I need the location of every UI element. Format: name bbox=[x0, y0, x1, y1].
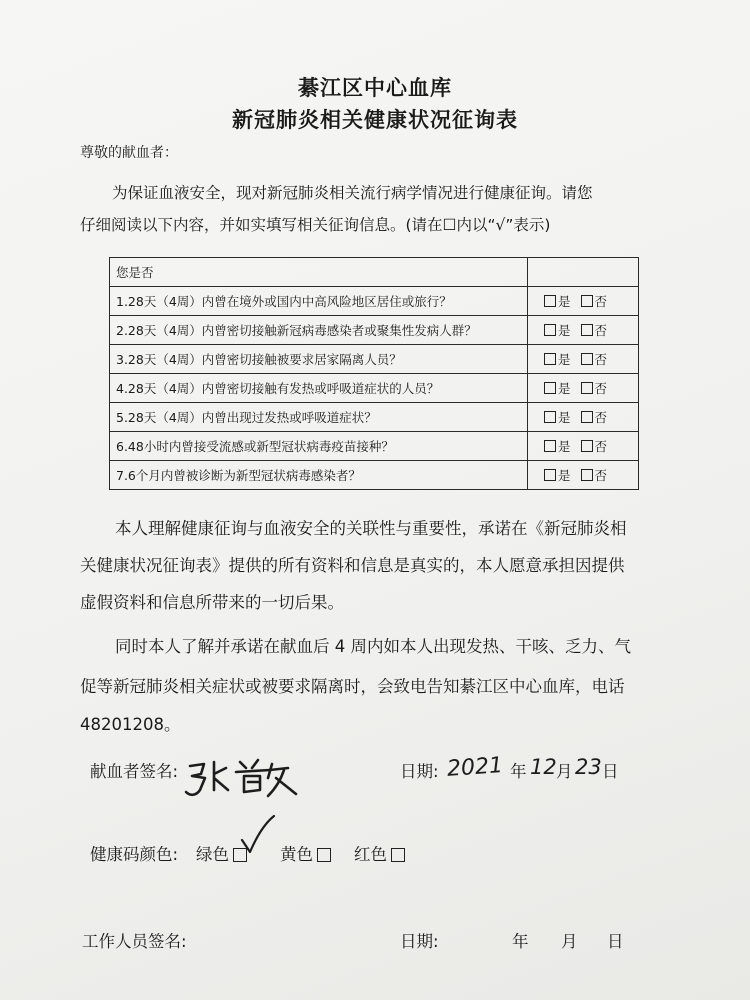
staff-signature-label: 工作人员签名: bbox=[82, 932, 187, 951]
date-year-handwritten: 2021 bbox=[446, 753, 504, 782]
table-row bbox=[110, 345, 639, 374]
date-day-handwritten: 23 bbox=[575, 755, 602, 779]
yes-checkbox[interactable] bbox=[544, 295, 556, 307]
table-row bbox=[110, 316, 639, 345]
yes-checkbox[interactable] bbox=[544, 382, 556, 394]
questionnaire-table bbox=[109, 257, 639, 490]
table-header-blank bbox=[528, 258, 639, 287]
answer-options bbox=[528, 432, 639, 461]
form-subtitle: 新冠肺炎相关健康状况征询表 bbox=[232, 108, 518, 132]
greeting: 尊敬的献血者： bbox=[80, 145, 178, 161]
commitment-line-1: 本人理解健康征询与血液安全的关联性与重要性，承诺在《新冠肺炎相 bbox=[115, 519, 627, 538]
yes-checkbox[interactable] bbox=[544, 411, 556, 423]
health-code-yellow-text: 黄色 bbox=[280, 845, 313, 864]
question-text: 7.6个月内曾被诊断为新型冠状病毒感染者？ bbox=[110, 461, 528, 490]
commitment-line-2: 关健康状况征询表》提供的所有资料和信息是真实的，本人愿意承担因提供 bbox=[80, 556, 625, 575]
question-text: 1.28天（4周）内曾在境外或国内中高风险地区居住或旅行？ bbox=[110, 287, 528, 316]
no-label: 否 bbox=[594, 468, 608, 483]
commitment-line-6: 48201208。 bbox=[80, 715, 181, 734]
health-code-red-checkbox[interactable] bbox=[391, 848, 405, 862]
answer-options bbox=[528, 345, 639, 374]
staff-date-day-unit: 日 bbox=[607, 932, 624, 951]
donor-signature-handwriting bbox=[180, 752, 305, 802]
table-row bbox=[110, 403, 639, 432]
answer-options bbox=[528, 461, 639, 490]
health-code-red-text: 红色 bbox=[354, 845, 387, 864]
yes-checkbox[interactable] bbox=[544, 324, 556, 336]
answer-options bbox=[528, 403, 639, 432]
date-month-handwritten: 12 bbox=[530, 755, 557, 779]
table-row bbox=[110, 432, 639, 461]
no-checkbox[interactable] bbox=[581, 440, 593, 452]
date-label: 日期: bbox=[400, 762, 439, 781]
answer-options bbox=[528, 316, 639, 345]
green-check-mark-icon bbox=[236, 812, 278, 856]
question-text: 6.48小时内曾接受流感或新型冠状病毒疫苗接种？ bbox=[110, 432, 528, 461]
yes-label: 是 bbox=[558, 352, 571, 367]
no-label: 否 bbox=[594, 410, 608, 425]
answer-options bbox=[528, 374, 639, 403]
question-text: 5.28天（4周）内曾出现过发热或呼吸道症状？ bbox=[110, 403, 528, 432]
yes-checkbox[interactable] bbox=[544, 440, 556, 452]
no-label: 否 bbox=[594, 352, 608, 367]
no-checkbox[interactable] bbox=[581, 324, 593, 336]
intro-line-2: 仔细阅读以下内容，并如实填写相关征询信息。(请在☐内以“√”表示) bbox=[80, 216, 551, 234]
yes-checkbox[interactable] bbox=[544, 469, 556, 481]
health-code-label: 健康码颜色: bbox=[90, 845, 179, 864]
table-header: 您是否 bbox=[110, 258, 528, 287]
no-checkbox[interactable] bbox=[581, 353, 593, 365]
date-month-unit: 月 bbox=[556, 762, 573, 781]
staff-date-label: 日期: bbox=[400, 932, 439, 951]
no-label: 否 bbox=[594, 294, 608, 309]
question-text: 2.28天（4周）内曾密切接触新冠病毒感染者或聚集性发病人群？ bbox=[110, 316, 528, 345]
staff-date-month-unit: 月 bbox=[561, 932, 578, 951]
no-checkbox[interactable] bbox=[581, 469, 593, 481]
table-row bbox=[110, 287, 639, 316]
yes-label: 是 bbox=[558, 381, 571, 396]
table-header-row bbox=[110, 258, 639, 287]
yes-label: 是 bbox=[558, 468, 571, 483]
no-label: 否 bbox=[594, 439, 608, 454]
donor-signature-label: 献血者签名: bbox=[90, 762, 179, 781]
commitment-line-3: 虚假资料和信息所带来的一切后果。 bbox=[80, 593, 344, 612]
commitment-line-5: 促等新冠肺炎相关症状或被要求隔离时，会致电告知綦江区中心血库，电话 bbox=[80, 677, 625, 696]
health-code-yellow-checkbox[interactable] bbox=[317, 848, 331, 862]
date-day-unit: 日 bbox=[602, 762, 619, 781]
question-text: 4.28天（4周）内曾密切接触有发热或呼吸道症状的人员？ bbox=[110, 374, 528, 403]
no-label: 否 bbox=[594, 323, 608, 338]
yes-label: 是 bbox=[558, 439, 571, 454]
health-code-green-text: 绿色 bbox=[196, 845, 229, 864]
yes-checkbox[interactable] bbox=[544, 353, 556, 365]
health-code-red-option[interactable] bbox=[354, 841, 409, 865]
yes-label: 是 bbox=[558, 323, 571, 338]
answer-options bbox=[528, 287, 639, 316]
table-row bbox=[110, 374, 639, 403]
question-text: 3.28天（4周）内曾密切接触被要求居家隔离人员？ bbox=[110, 345, 528, 374]
yes-label: 是 bbox=[558, 294, 571, 309]
health-code-yellow-option[interactable] bbox=[280, 841, 335, 865]
no-checkbox[interactable] bbox=[581, 411, 593, 423]
no-checkbox[interactable] bbox=[581, 295, 593, 307]
form-title: 綦江区中心血库 bbox=[298, 76, 452, 100]
date-year-unit: 年 bbox=[510, 762, 527, 781]
intro-line-1: 为保证血液安全，现对新冠肺炎相关流行病学情况进行健康征询。请您 bbox=[112, 184, 593, 202]
no-checkbox[interactable] bbox=[581, 382, 593, 394]
no-label: 否 bbox=[594, 381, 608, 396]
commitment-line-4: 同时本人了解并承诺在献血后 4 周内如本人出现发热、干咳、乏力、气 bbox=[115, 637, 631, 656]
table-row bbox=[110, 461, 639, 490]
yes-label: 是 bbox=[558, 410, 571, 425]
staff-date-year-unit: 年 bbox=[512, 932, 529, 951]
